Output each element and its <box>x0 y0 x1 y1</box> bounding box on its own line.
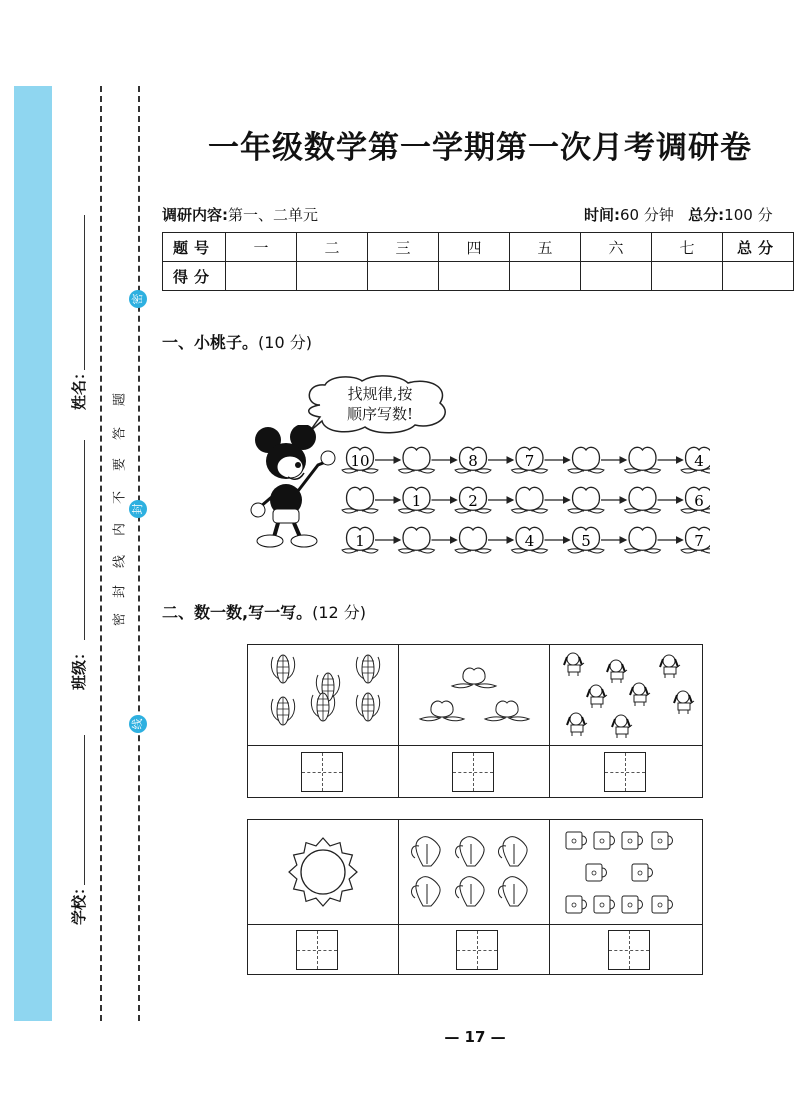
peach-item <box>485 701 529 721</box>
corn-item <box>356 655 379 683</box>
dog-cell <box>551 645 701 745</box>
peach-number: 5 <box>581 532 591 550</box>
score-cell[interactable] <box>439 262 510 291</box>
peach-item[interactable] <box>399 447 435 473</box>
peach-item <box>420 701 464 721</box>
warning-char: 题 <box>112 393 128 407</box>
peach-item[interactable] <box>625 447 661 473</box>
peach-number: 10 <box>350 452 370 470</box>
answer-box[interactable] <box>301 752 343 792</box>
warning-char: 要 <box>112 458 128 472</box>
content-label: 调研内容: <box>162 206 228 224</box>
exam-meta <box>584 204 773 225</box>
score-table-score-row <box>163 262 794 291</box>
score-row-label: 得分 <box>163 262 226 291</box>
corn-item <box>356 693 379 721</box>
score-cell[interactable] <box>368 262 439 291</box>
peach-item[interactable] <box>568 447 604 473</box>
sun-cell <box>248 820 399 924</box>
cup-item <box>566 832 587 849</box>
peach-cell <box>399 645 550 745</box>
peach-number: 8 <box>468 452 478 470</box>
score-col-header: 七 <box>652 233 723 262</box>
seal-mark-mi: 密 <box>129 290 147 308</box>
seal-mark-xian: 线 <box>129 715 147 733</box>
binding-dash-line-2 <box>138 86 140 1021</box>
cup-item <box>586 864 607 881</box>
score-col-header: 四 <box>439 233 510 262</box>
count-grid-1 <box>247 644 703 798</box>
page-number: — 17 — <box>444 1028 506 1046</box>
peach-item[interactable] <box>399 527 435 553</box>
score-cell[interactable] <box>297 262 368 291</box>
cabbage-icon <box>399 820 549 924</box>
warning-char: 线 <box>112 555 128 569</box>
page-title: 一年级数学第一学期第一次月考调研卷 <box>208 130 752 166</box>
answer-box[interactable] <box>452 752 494 792</box>
answer-cell <box>551 925 701 974</box>
corn-item <box>271 655 294 683</box>
cabbage-item <box>499 837 528 866</box>
cup-item <box>566 896 587 913</box>
count-grid-2 <box>247 819 703 975</box>
binding-strip <box>14 86 52 1021</box>
content-value: 第一、二单元 <box>228 206 319 224</box>
dog-item <box>567 713 587 736</box>
peach-number: 7 <box>524 452 535 470</box>
cup-item <box>622 832 643 849</box>
cabbage-item <box>412 837 441 866</box>
score-col-header: 三 <box>368 233 439 262</box>
cup-item <box>622 896 643 913</box>
total-score-value: 100 分 <box>724 206 773 224</box>
cabbage-item <box>499 877 528 906</box>
warning-char: 密 <box>112 613 128 627</box>
section1-title <box>162 330 312 353</box>
peach-number: 1 <box>355 532 365 550</box>
section2-points: (12 分) <box>312 603 367 622</box>
dog-item <box>660 655 680 678</box>
class-write-line <box>84 440 85 640</box>
dog-item <box>612 715 632 738</box>
corn-icon <box>248 645 398 745</box>
answer-box[interactable] <box>296 930 338 970</box>
cabbage-cell <box>399 820 550 924</box>
peach-icon <box>399 645 549 745</box>
bubble-text <box>315 384 445 424</box>
time-value: 60 分钟 <box>620 206 674 224</box>
binding-dash-line <box>100 86 102 1021</box>
dog-icon <box>551 645 701 745</box>
peach-number: 1 <box>411 492 422 510</box>
section2-heading: 二、数一数,写一写。 <box>162 603 313 622</box>
answer-cell <box>399 746 550 797</box>
sun-icon <box>248 820 398 924</box>
answer-box[interactable] <box>604 752 646 792</box>
peach-number: 2 <box>468 492 478 510</box>
dog-item <box>674 691 694 714</box>
section1-points: (10 分) <box>258 333 312 352</box>
cup-item <box>632 864 653 881</box>
peach-sequence-chain <box>340 438 710 563</box>
peach-item[interactable] <box>342 487 378 513</box>
score-col-header: 二 <box>297 233 368 262</box>
score-col-header: 五 <box>510 233 581 262</box>
score-cell[interactable] <box>510 262 581 291</box>
warning-char: 不 <box>112 491 128 505</box>
score-col-header: 一 <box>226 233 297 262</box>
peach-item <box>452 668 496 688</box>
cup-item <box>652 896 673 913</box>
dog-item <box>564 653 584 676</box>
cabbage-item <box>456 837 485 866</box>
cabbage-item <box>456 877 485 906</box>
answer-box[interactable] <box>608 930 650 970</box>
peach-number: 7 <box>694 532 704 550</box>
score-table <box>162 232 794 291</box>
peach-number: 6 <box>694 492 704 510</box>
seal-mark-feng: 封 <box>129 500 147 518</box>
bubble-line-1: 找规律,按 <box>347 385 413 403</box>
exam-content <box>162 204 318 225</box>
peach-item[interactable] <box>568 487 604 513</box>
peach-item[interactable] <box>512 487 548 513</box>
answer-cell <box>399 925 550 974</box>
peach-number: 4 <box>694 452 704 470</box>
dog-item <box>587 685 607 708</box>
score-cell[interactable] <box>581 262 652 291</box>
cup-item <box>594 896 615 913</box>
dog-item <box>630 683 650 706</box>
question-number-label: 题号 <box>163 233 226 262</box>
peach-number: 4 <box>524 532 535 550</box>
score-col-header-total: 总分 <box>723 233 794 262</box>
answer-cell <box>248 746 399 797</box>
warning-char: 答 <box>112 427 128 441</box>
answer-cell <box>551 746 701 797</box>
corn-item <box>271 697 294 725</box>
warning-char: 封 <box>112 585 128 599</box>
score-cell[interactable] <box>652 262 723 291</box>
total-score-label: 总分: <box>688 206 725 224</box>
name-label: 姓名： <box>70 364 88 410</box>
cup-item <box>652 832 673 849</box>
class-label: 班级： <box>70 644 88 690</box>
section1-heading: 一、小桃子。 <box>162 333 259 352</box>
answer-cell <box>248 925 399 974</box>
cartoon-mouse-icon <box>248 425 338 550</box>
name-write-line <box>84 215 85 370</box>
time-label: 时间: <box>584 206 620 224</box>
cabbage-item <box>412 877 441 906</box>
sun-item <box>289 838 357 906</box>
cup-cell <box>551 820 701 924</box>
bubble-line-2: 顺序写数! <box>346 405 414 423</box>
corn-cell <box>248 645 399 745</box>
peach-item[interactable] <box>625 487 661 513</box>
answer-box[interactable] <box>456 930 498 970</box>
peach-item[interactable] <box>625 527 661 553</box>
dog-item <box>607 660 627 683</box>
section2-title <box>162 600 366 623</box>
score-col-header: 六 <box>581 233 652 262</box>
cup-icon <box>551 820 701 924</box>
peach-item[interactable] <box>455 527 491 553</box>
school-label: 学校： <box>70 879 88 925</box>
score-table-header-row <box>163 233 794 262</box>
warning-char: 内 <box>112 523 128 537</box>
score-cell[interactable] <box>226 262 297 291</box>
school-write-line <box>84 735 85 885</box>
cup-item <box>594 832 615 849</box>
score-cell[interactable] <box>723 262 794 291</box>
